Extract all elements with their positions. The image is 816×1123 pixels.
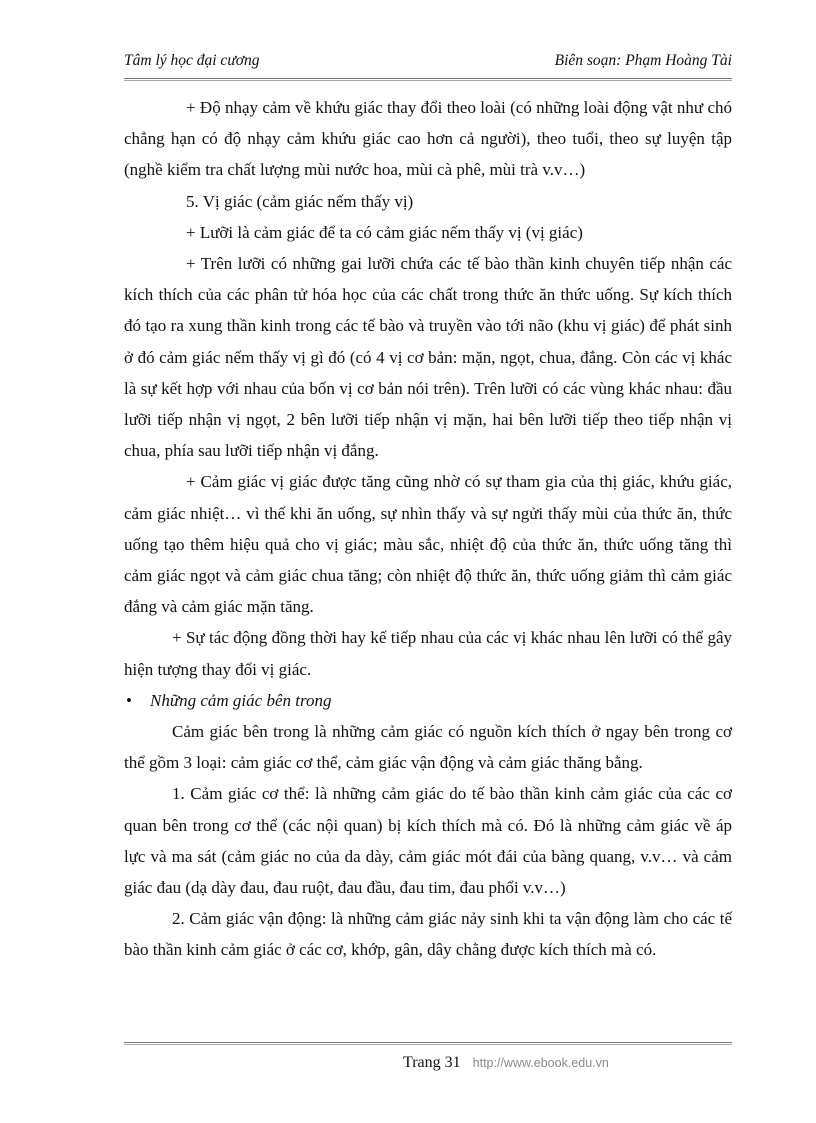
paragraph-body-sensation: 1. Cảm giác cơ thể: là những cảm giác do tế bào thần kinh cảm giác của các cơ quan bên trong cơ thể (các nội quan) bị kích thích mà có. Đó là những cảm giác về áp lực và ma sát (cảm giác no của da dày, cảm giác mót đái của bàng quang, v.v… và cảm giác đau (dạ dày đau, đau ruột, đau đầu, đau tim, đau phổi v.v…) (124, 784, 732, 898)
paragraph-motor-sensation: 2. Cảm giác vận động: là những cảm giác nảy sinh khi ta vận động làm cho các tế bào thần kinh cảm giác ở các cơ, khớp, gân, dây chằng được kích thích mà có. (124, 909, 732, 960)
paragraph-internal-intro: Cảm giác bên trong là những cảm giác có nguồn kích thích ở ngay bên trong cơ thể gồm 3 loại: cảm giác cơ thể, cảm giác vận động và cảm giác thăng bằng. (124, 722, 732, 773)
bullet-icon: • (126, 690, 132, 710)
page-footer (403, 1054, 609, 1072)
paragraph-smell-sensitivity: + Độ nhạy cảm về khứu giác thay đổi theo loài (có những loài động vật như chó chẳng hạn có độ nhạy cảm khứu giác cao hơn cả người), theo tuổi, theo sự luyện tập (nghề kiểm tra chất lượng mùi nước hoa, mùi cà phê, mùi trà v.v…) (124, 98, 732, 180)
page-header (124, 52, 732, 74)
page-number: Trang 31 (403, 1054, 461, 1071)
paragraph-taste-enhancement: + Cảm giác vị giác được tăng cũng nhờ có sự tham gia của thị giác, khứu giác, cảm giác nhiệt… vì thế khi ăn uống, sự nhìn thấy và sự ngửi thấy mùi của thức ăn, thức uống tạo thêm hiệu quả cho vị giác; màu sắc, nhiệt độ của thức ăn, thức uống tăng thì cảm giác ngọt và cảm giác chua tăng; còn nhiệt độ thức ăn, thức uống giảm thì cảm giác đắng và cảm giác mặn tăng. (124, 472, 732, 617)
page-body (124, 92, 732, 966)
paragraph-taste-buds: + Trên lưỡi có những gai lưỡi chứa các tế bào thần kinh chuyên tiếp nhận các kích thích của các phân tử hóa học của các chất trong thức ăn thức uống. Sự kích thích đó tạo ra xung thần kinh trong các tế bào và truyền vào tới não (khu vị giác) để phát sinh ở đó cảm giác nếm thấy vị gì đó (có 4 vị cơ bản: mặn, ngọt, chua, đắng. Còn các vị khác là sự kết hợp với nhau của bốn vị cơ bản nói trên). Trên lưỡi có các vùng khác nhau: đầu lưỡi tiếp nhận vị ngọt, 2 bên lưỡi tiếp nhận vị mặn, hai bên lưỡi tiếp theo tiếp nhận vị chua, phía sau lưỡi tiếp nhận vị đắng. (124, 254, 732, 461)
header-course-title: Tâm lý học đại cương (124, 52, 260, 69)
paragraph-taste-heading: 5. Vị giác (cảm giác nếm thấy vị) (186, 191, 414, 211)
header-divider (124, 78, 732, 81)
section-heading-internal-sensations: Những cảm giác bên trong (150, 690, 332, 710)
footer-url-link[interactable]: http://www.ebook.edu.vn (472, 1056, 609, 1070)
paragraph-taste-change: + Sự tác động đồng thời hay kế tiếp nhau của các vị khác nhau lên lưỡi có thể gây hiện tượng thay đổi vị giác. (124, 628, 732, 679)
header-author: Biên soạn: Phạm Hoàng Tài (554, 52, 732, 69)
footer-divider (124, 1042, 732, 1045)
paragraph-tongue: + Lưỡi là cảm giác để ta có cảm giác nếm thấy vị (vị giác) (186, 222, 583, 242)
section-bullet (124, 685, 732, 716)
